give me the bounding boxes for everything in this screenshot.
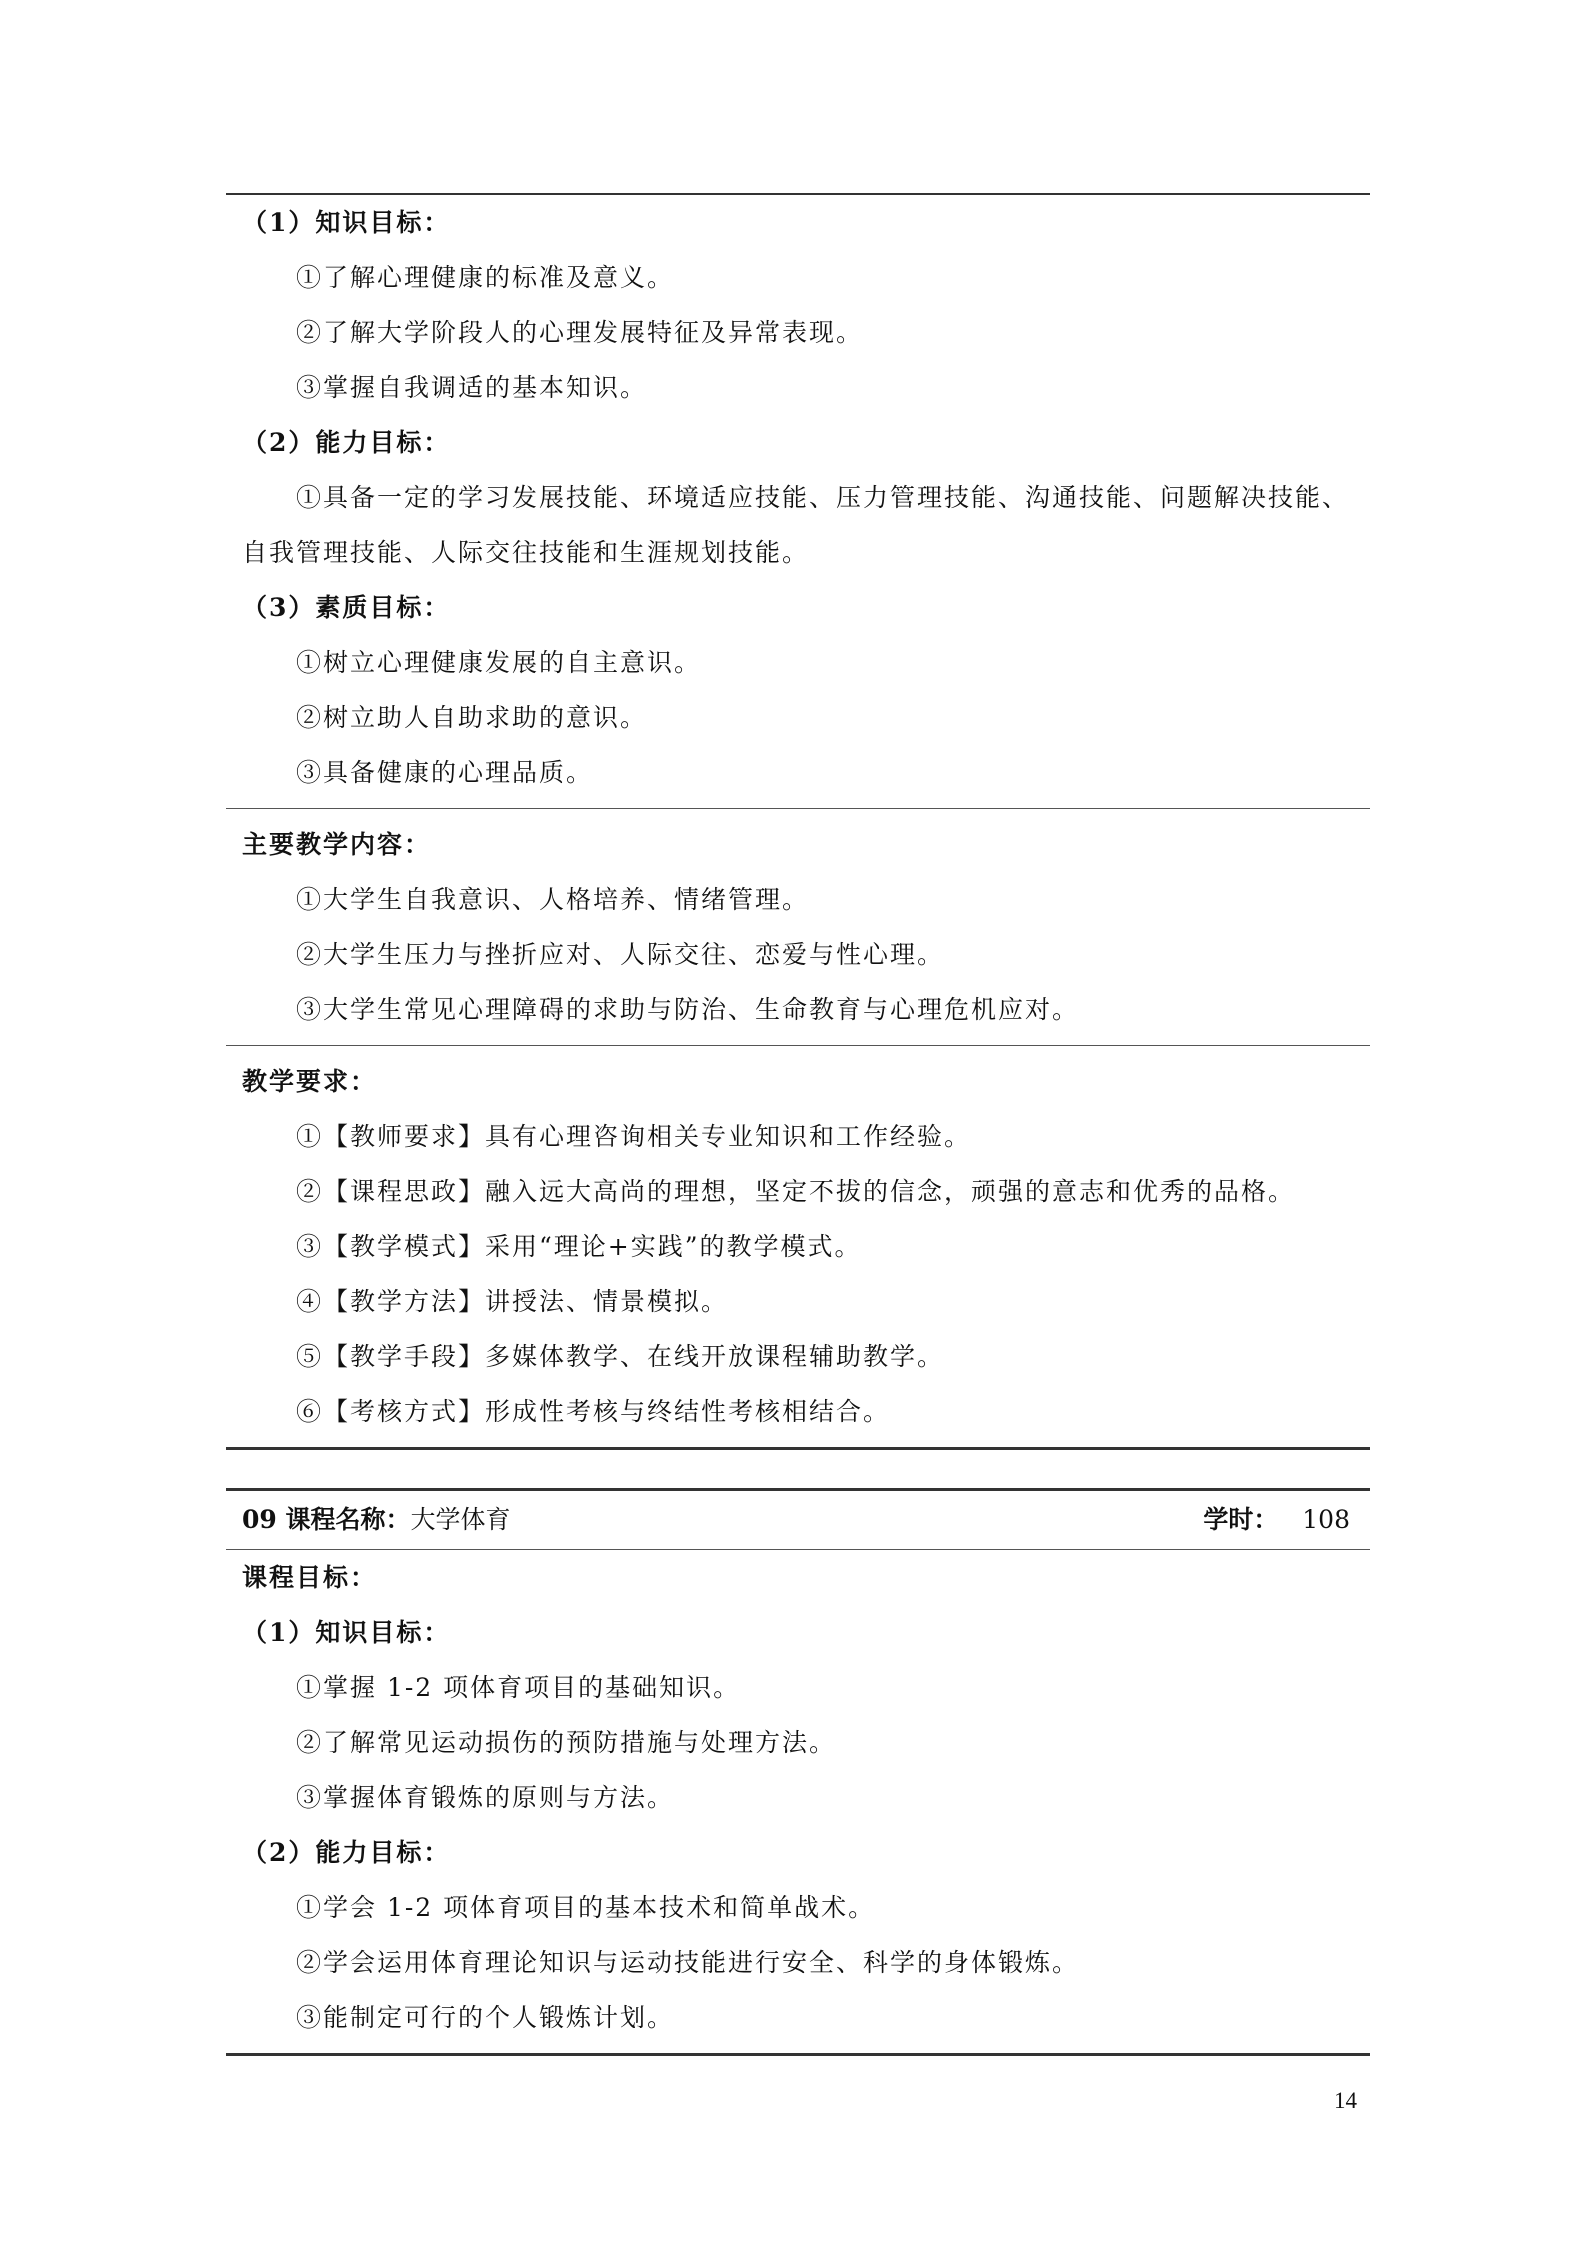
objectives-cell <box>226 195 1370 800</box>
objectives-heading: 课程目标： <box>242 1563 378 1592</box>
course-hours <box>1203 1491 1350 1549</box>
list-item: ①大学生自我意识、人格培养、情绪管理。 <box>296 885 810 914</box>
list-item: ①掌握 1-2 项体育项目的基础知识。 <box>296 1673 741 1702</box>
list-item: ①了解心理健康的标准及意义。 <box>296 263 675 292</box>
requirements-cell <box>226 1054 1370 1439</box>
table-bottom-rule <box>226 1447 1370 1450</box>
list-item: ①学会 1-2 项体育项目的基本技术和简单战术。 <box>296 1893 876 1922</box>
list-item: ③大学生常见心理障碍的求助与防治、生命教育与心理危机应对。 <box>296 995 1080 1024</box>
list-item: ③能制定可行的个人锻炼计划。 <box>296 2003 675 2032</box>
list-item: ②树立助人自助求助的意识。 <box>296 703 648 732</box>
list-item: ②了解大学阶段人的心理发展特征及异常表现。 <box>296 318 864 347</box>
list-item: ⑤【教学手段】多媒体教学、在线开放课程辅助教学。 <box>296 1342 945 1371</box>
list-item-continuation: 自我管理技能、人际交往技能和生涯规划技能。 <box>242 538 810 567</box>
list-item: ②学会运用体育理论知识与运动技能进行安全、科学的身体锻炼。 <box>296 1948 1080 1977</box>
list-item: ②大学生压力与挫折应对、人际交往、恋爱与性心理。 <box>296 940 945 969</box>
ability-objective-heading: （2）能力目标： <box>242 428 451 457</box>
list-item: ③【教学模式】采用“理论+实践”的教学模式。 <box>296 1232 862 1261</box>
list-item: ②【课程思政】融入远大高尚的理想，坚定不拔的信念，顽强的意志和优秀的品格。 <box>296 1177 1296 1206</box>
course-label: 09 课程名称： <box>242 1505 411 1534</box>
requirements-heading: 教学要求： <box>242 1067 378 1096</box>
course-table-psychology <box>226 193 1370 1450</box>
list-item: ①树立心理健康发展的自主意识。 <box>296 648 702 677</box>
list-item: ①具备一定的学习发展技能、环境适应技能、压力管理技能、沟通技能、问题解决技能、 <box>296 483 1350 512</box>
content-heading: 主要教学内容： <box>242 830 432 859</box>
knowledge-objective-heading: （1）知识目标： <box>242 208 451 237</box>
hours-label: 学时： <box>1203 1505 1279 1534</box>
list-item: ④【教学方法】讲授法、情景模拟。 <box>296 1287 729 1316</box>
page-number: 14 <box>1334 2088 1357 2113</box>
ability-objective-heading: （2）能力目标： <box>242 1838 451 1867</box>
course-title <box>242 1491 511 1549</box>
list-item: ③掌握体育锻炼的原则与方法。 <box>296 1783 675 1812</box>
content-cell <box>226 817 1370 1037</box>
quality-objective-heading: （3）素质目标： <box>242 593 451 622</box>
list-item: ⑥【考核方式】形成性考核与终结性考核相结合。 <box>296 1397 891 1426</box>
list-item: ①【教师要求】具有心理咨询相关专业知识和工作经验。 <box>296 1122 972 1151</box>
list-item: ③具备健康的心理品质。 <box>296 758 594 787</box>
objectives-cell <box>226 1550 1370 2045</box>
hours-value: 108 <box>1302 1505 1350 1534</box>
knowledge-objective-heading: （1）知识目标： <box>242 1618 451 1647</box>
table-bottom-rule <box>226 2053 1370 2056</box>
course-table-pe <box>226 1488 1370 2056</box>
list-item: ②了解常见运动损伤的预防措施与处理方法。 <box>296 1728 837 1757</box>
course-name: 大学体育 <box>410 1505 511 1534</box>
list-item: ③掌握自我调适的基本知识。 <box>296 373 648 402</box>
course-title-row <box>226 1491 1370 1549</box>
